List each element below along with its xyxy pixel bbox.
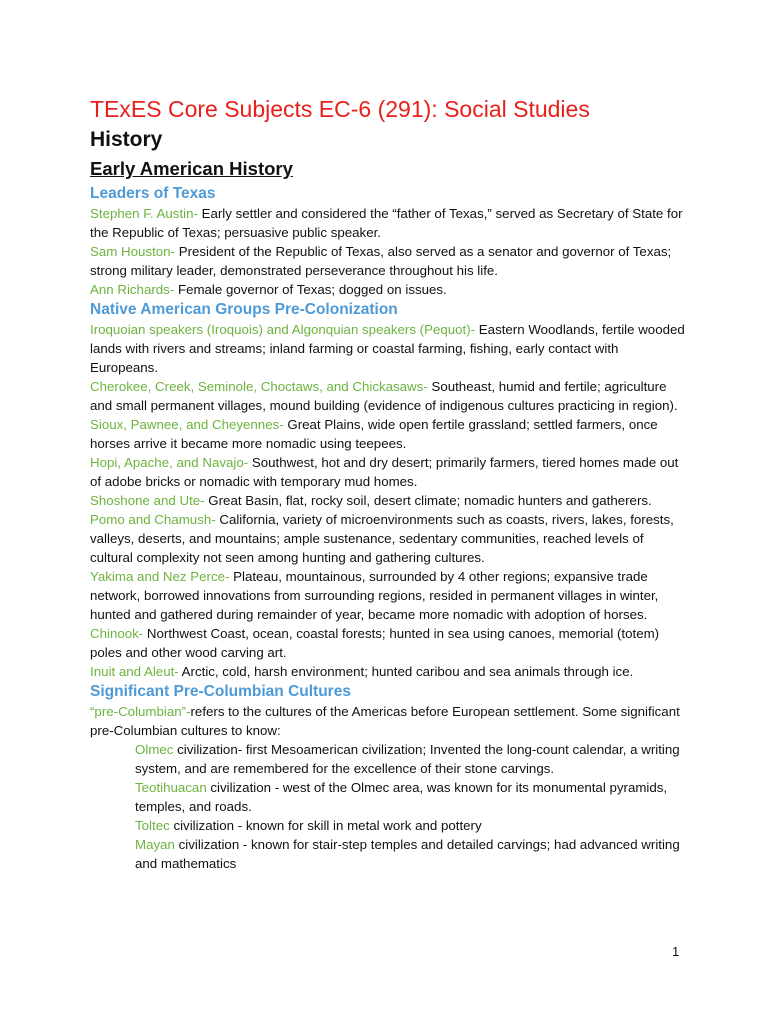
entry-great-plains bbox=[90, 415, 690, 453]
section-heading-native-american-groups: Native American Groups Pre-Colonization bbox=[90, 301, 398, 318]
entry-text: Great Plains, wide open fertile grassland; settled farmers, once horses arrive it became more nomadic using teepees. bbox=[90, 417, 658, 451]
entry-text: Eastern Woodlands, fertile wooded lands with rivers and streams; inland farming or coastal farming, fishing, early contact with Europeans. bbox=[90, 322, 685, 375]
entry-term: Shoshone and Ute- bbox=[90, 493, 205, 508]
section-heading-leaders-of-texas: Leaders of Texas bbox=[90, 185, 216, 202]
entry-toltec bbox=[90, 816, 690, 835]
entry-text: President of the Republic of Texas, also served as a senator and governor of Texas; strong military leader, demonstrated perseverance throughout his life. bbox=[90, 244, 672, 278]
entry-term: Yakima and Nez Perce- bbox=[90, 569, 230, 584]
entry-ann-richards bbox=[90, 280, 690, 299]
entry-term: Chinook- bbox=[90, 626, 144, 641]
entry-term: Teotihuacan bbox=[135, 780, 207, 795]
entry-northwest-coast bbox=[90, 624, 690, 662]
entry-pre-columbian-intro bbox=[90, 702, 690, 740]
page-number: 1 bbox=[672, 944, 680, 959]
entry-teotihuacan bbox=[90, 778, 690, 816]
entry-text: Female governor of Texas; dogged on issues. bbox=[174, 282, 447, 297]
entry-term: Sioux, Pawnee, and Cheyennes- bbox=[90, 417, 284, 432]
entry-great-basin bbox=[90, 491, 690, 510]
entry-eastern-woodlands bbox=[90, 320, 690, 377]
entry-arctic bbox=[90, 662, 690, 681]
entry-term: Olmec bbox=[135, 742, 174, 757]
entry-text: Arctic, cold, harsh environment; hunted caribou and sea animals through ice. bbox=[178, 664, 634, 679]
entry-term: Cherokee, Creek, Seminole, Choctaws, and Chickasaws- bbox=[90, 379, 428, 394]
entry-term: Pomo and Chamush- bbox=[90, 512, 216, 527]
entry-text: Early settler and considered the “father of Texas,” served as Secretary of State for the Republic of Texas; persuasive public speaker. bbox=[90, 206, 683, 240]
entry-stephen-austin bbox=[90, 204, 690, 242]
entry-term: Hopi, Apache, and Navajo- bbox=[90, 455, 249, 470]
entry-california bbox=[90, 510, 690, 567]
entry-term: Iroquoian speakers (Iroquois) and Algonquian speakers (Pequot)- bbox=[90, 322, 476, 337]
entry-mayan bbox=[90, 835, 690, 873]
entry-text: Plateau, mountainous, surrounded by 4 other regions; expansive trade network, borrowed innovations from surrounding regions, resided in permanent villages in winter, hunted and gathered during remainder of year, became more nomadic with adoption of horses. bbox=[90, 569, 659, 622]
entry-term: Stephen F. Austin- bbox=[90, 206, 198, 221]
entry-term: “pre-Columbian”- bbox=[90, 704, 191, 719]
entry-text: civilization - west of the Olmec area, was known for its monumental pyramids, temples, and roads. bbox=[135, 780, 668, 814]
entry-southeast bbox=[90, 377, 690, 415]
document-page bbox=[90, 94, 690, 873]
entry-text: Southeast, humid and fertile; agriculture and small permanent villages, mound building (evidence of indigenous cultures practicing in region). bbox=[90, 379, 678, 413]
entry-text: civilization - known for stair-step temples and detailed carvings; had advanced writing and mathematics bbox=[135, 837, 680, 871]
entry-text: civilization- first Mesoamerican civilization; Invented the long-count calendar, a writing system, and are remembered for the excellence of their stone carvings. bbox=[135, 742, 680, 776]
entry-term: Ann Richards- bbox=[90, 282, 175, 297]
entry-olmec bbox=[90, 740, 690, 778]
entry-southwest bbox=[90, 453, 690, 491]
entry-term: Sam Houston- bbox=[90, 244, 175, 259]
entry-sam-houston bbox=[90, 242, 690, 280]
document-title: TExES Core Subjects EC-6 (291): Social Studies bbox=[90, 96, 590, 122]
entry-term: Toltec bbox=[135, 818, 170, 833]
subheading-early-american-history: Early American History bbox=[90, 158, 293, 179]
entry-term: Mayan bbox=[135, 837, 175, 852]
entry-text: California, variety of microenvironments such as coasts, rivers, lakes, forests, valleys, deserts, and mountains; ample sustenance, sedentary communities, reached levels of cultural complexity not seen among hunting and gathering cultures. bbox=[90, 512, 674, 565]
entry-text: refers to the cultures of the Americas before European settlement. Some significant pre-Columbian cultures to know: bbox=[90, 704, 680, 738]
entry-term: Inuit and Aleut- bbox=[90, 664, 179, 679]
section-heading-pre-columbian-cultures: Significant Pre-Columbian Cultures bbox=[90, 683, 351, 700]
entry-text: Southwest, hot and dry desert; primarily farmers, tiered homes made out of adobe bricks or nomadic with temporary mud homes. bbox=[90, 455, 679, 489]
section-heading-history: History bbox=[90, 128, 163, 151]
entry-plateau bbox=[90, 567, 690, 624]
entry-text: Great Basin, flat, rocky soil, desert climate; nomadic hunters and gatherers. bbox=[204, 493, 652, 508]
entry-text: Northwest Coast, ocean, coastal forests; hunted in sea using canoes, memorial (totem) poles and other wood carving art. bbox=[90, 626, 660, 660]
entry-text: civilization - known for skill in metal work and pottery bbox=[169, 818, 482, 833]
